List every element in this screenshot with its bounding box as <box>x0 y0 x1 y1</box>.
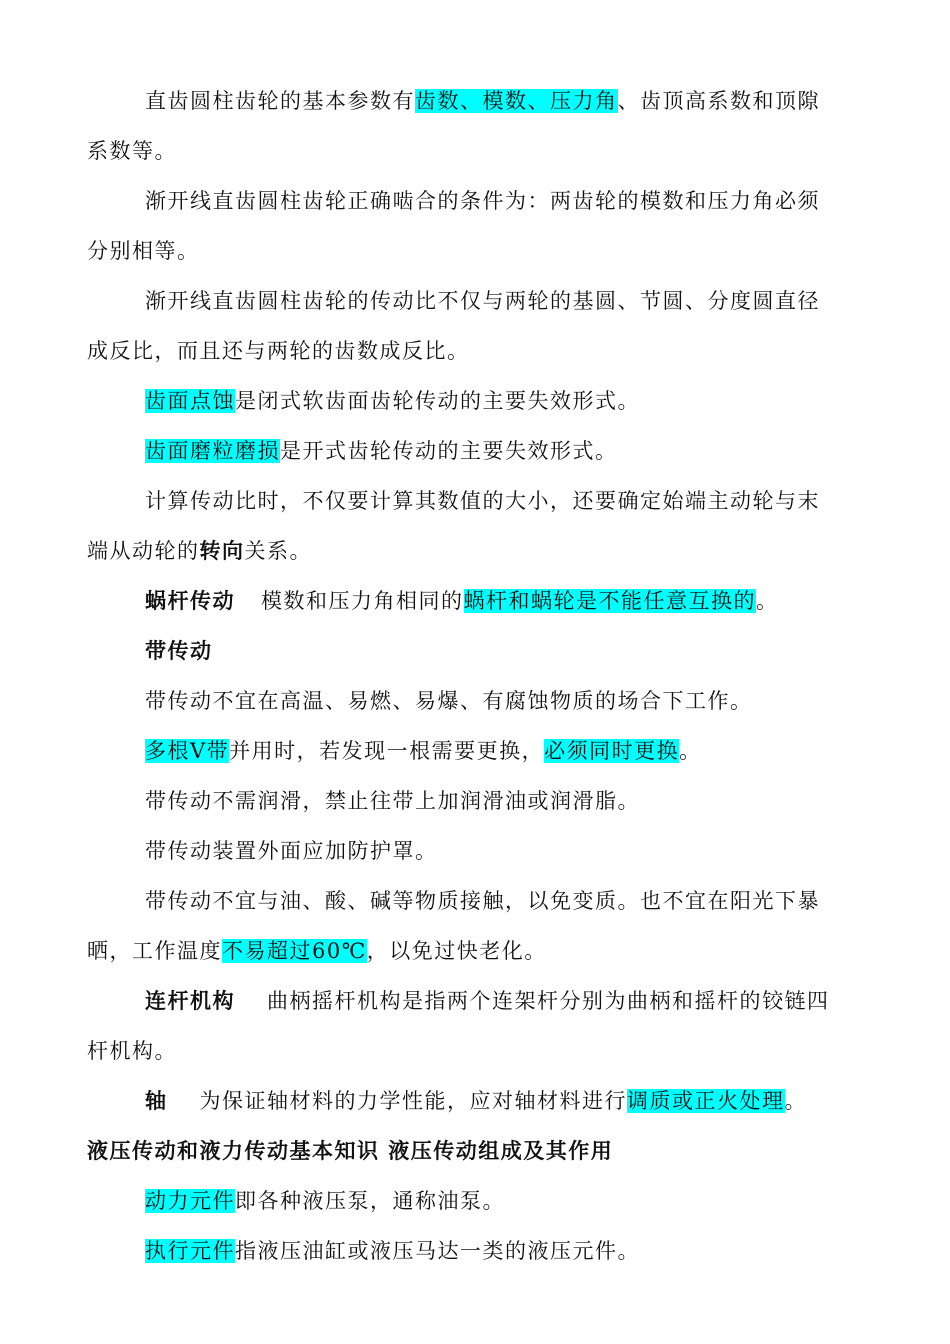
paragraph-linkage-line2: 杆机构。 <box>87 1039 177 1063</box>
paragraph-belt-lubrication: 带传动不需润滑，禁止往带上加润滑油或润滑脂。 <box>145 789 640 813</box>
paragraph-linkage-line1: 连杆机构 曲柄摇杆机构是指两个连架杆分别为曲柄和摇杆的铰链四 <box>145 989 830 1013</box>
section-heading-belt-drive: 带传动 <box>145 639 213 663</box>
paragraph-belt-temperature-line2: 晒，工作温度不易超过60℃，以免过快老化。 <box>87 939 547 963</box>
highlight-actuator-element: 执行元件 <box>145 1239 235 1263</box>
highlight-power-element: 动力元件 <box>145 1189 235 1213</box>
paragraph-belt-environment: 带传动不宜在高温、易燃、易爆、有腐蚀物质的场合下工作。 <box>145 689 753 713</box>
paragraph-belt-guard: 带传动装置外面应加防护罩。 <box>145 839 438 863</box>
highlight-pitting: 齿面点蚀 <box>145 389 235 413</box>
paragraph-pitting: 齿面点蚀是闭式软齿面齿轮传动的主要失效形式。 <box>145 389 640 413</box>
highlight-multiple-v-belts: 多根V带 <box>145 739 230 763</box>
highlight-abrasive-wear: 齿面磨粒磨损 <box>145 439 280 463</box>
paragraph-actuator-element: 执行元件指液压油缸或液压马达一类的液压元件。 <box>145 1239 640 1263</box>
paragraph-gear-parameters-line2: 系数等。 <box>87 139 177 163</box>
paragraph-direction-line1: 计算传动比时，不仅要计算其数值的大小，还要确定始端主动轮与末 <box>145 489 820 513</box>
highlight-replace-together: 必须同时更换 <box>544 739 680 763</box>
paragraph-belt-temperature-line1: 带传动不宜与油、酸、碱等物质接触，以免变质。也不宜在阳光下暴 <box>145 889 820 913</box>
bold-direction: 转向 <box>199 539 245 563</box>
paragraph-worm-drive: 蜗杆传动 模数和压力角相同的蜗杆和蜗轮是不能任意互换的。 <box>145 589 779 613</box>
highlight-gear-params: 齿数、模数、压力角 <box>415 89 618 113</box>
paragraph-direction-line2: 端从动轮的转向关系。 <box>87 539 312 563</box>
bold-shaft: 轴 <box>145 1089 168 1113</box>
highlight-worm-interchange: 蜗杆和蜗轮是不能任意互换的 <box>463 589 756 613</box>
section-heading-hydraulics: 液压传动和液力传动基本知识 液压传动组成及其作用 <box>87 1139 614 1163</box>
paragraph-meshing-line1: 渐开线直齿圆柱齿轮正确啮合的条件为：两齿轮的模数和压力角必须 <box>145 189 820 213</box>
paragraph-belt-replace: 多根V带并用时，若发现一根需要更换，必须同时更换。 <box>145 739 702 763</box>
highlight-temperature: 不易超过60℃ <box>222 939 367 963</box>
paragraph-gear-parameters-line1: 直齿圆柱齿轮的基本参数有齿数、模数、压力角、齿顶高系数和顶隙 <box>145 89 820 113</box>
paragraph-abrasive-wear: 齿面磨粒磨损是开式齿轮传动的主要失效形式。 <box>145 439 618 463</box>
paragraph-ratio-line1: 渐开线直齿圆柱齿轮的传动比不仅与两轮的基圆、节圆、分度圆直径 <box>145 289 820 313</box>
paragraph-meshing-line2: 分别相等。 <box>87 239 200 263</box>
paragraph-ratio-line2: 成反比，而且还与两轮的齿数成反比。 <box>87 339 470 363</box>
paragraph-shaft: 轴 为保证轴材料的力学性能，应对轴材料进行调质或正火处理。 <box>145 1089 807 1113</box>
highlight-heat-treatment: 调质或正火处理 <box>627 1089 785 1113</box>
bold-worm-drive: 蜗杆传动 <box>145 589 235 613</box>
paragraph-power-element: 动力元件即各种液压泵，通称油泵。 <box>145 1189 505 1213</box>
bold-linkage: 连杆机构 <box>145 989 235 1013</box>
